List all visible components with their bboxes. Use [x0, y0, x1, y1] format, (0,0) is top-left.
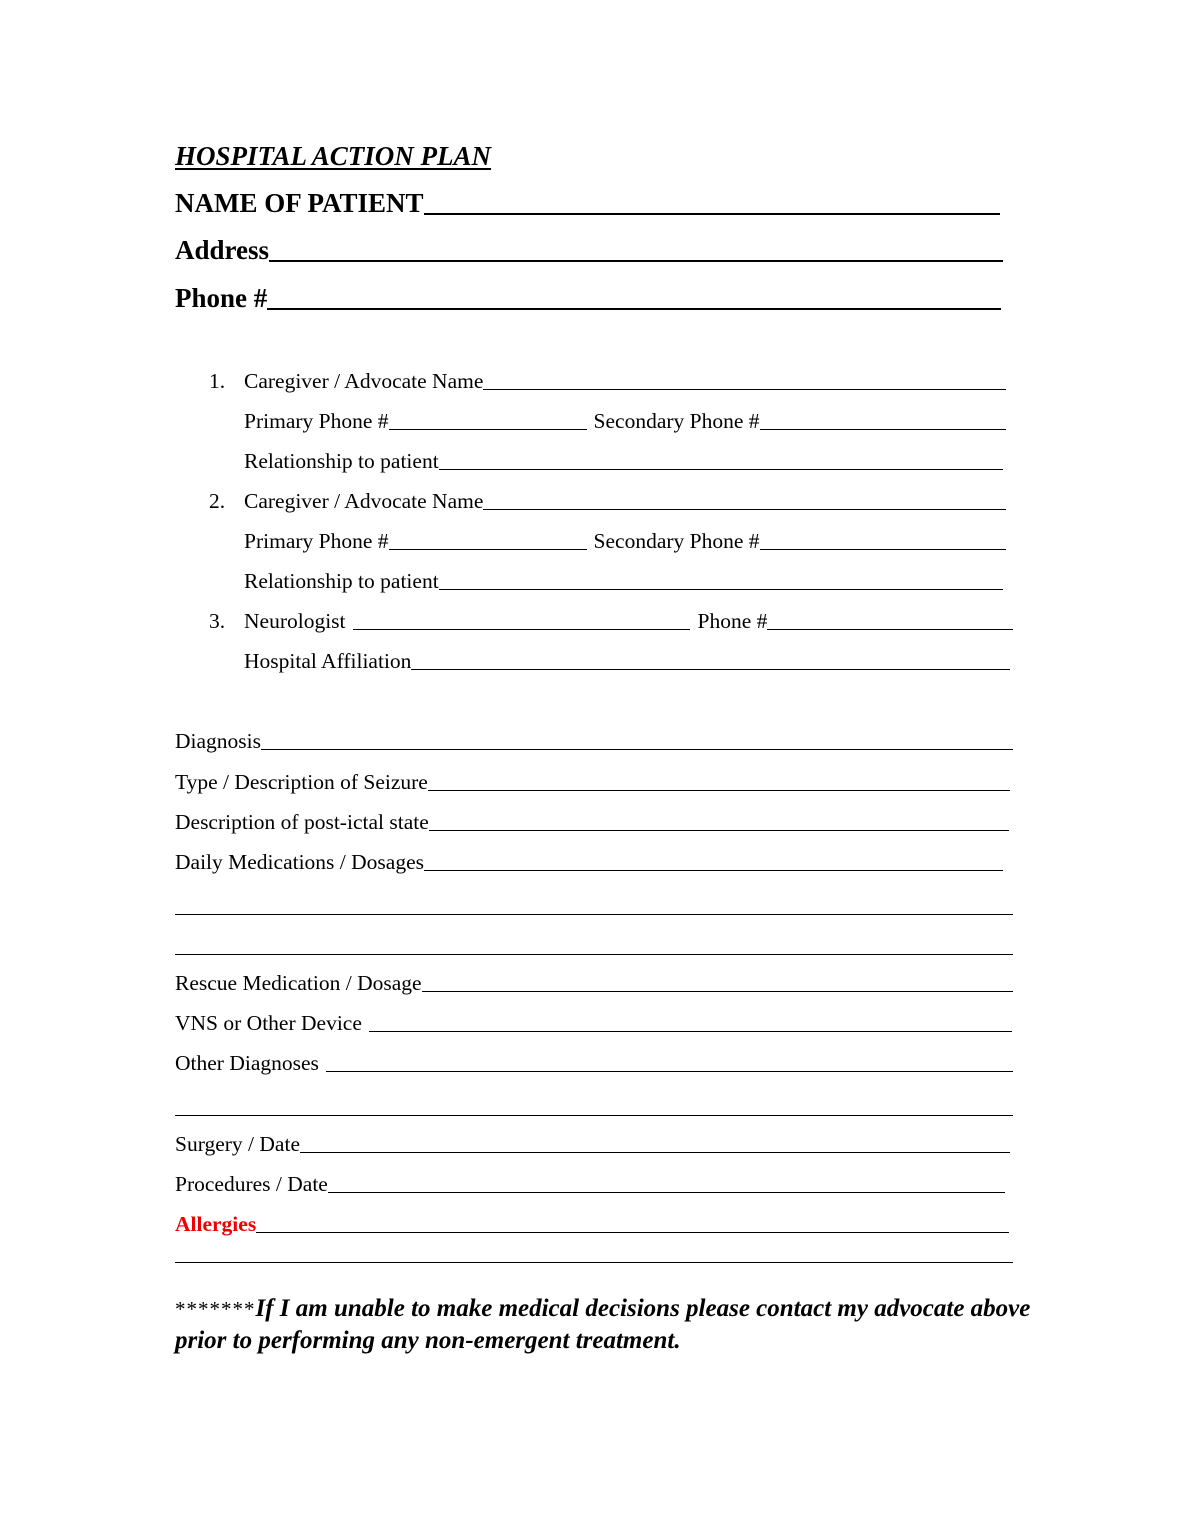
primary-phone-label: Primary Phone #: [244, 529, 389, 553]
rescue-field[interactable]: [422, 991, 1013, 992]
daily-meds-extra-line-2[interactable]: [175, 954, 1013, 955]
caregiver-2-relationship-input[interactable]: [443, 562, 999, 584]
caregiver-1-primary-phone-input[interactable]: [393, 402, 583, 424]
hospital-affiliation-field[interactable]: [411, 669, 1010, 670]
caregiver-2-phone-row: [244, 531, 1006, 553]
seizure-input[interactable]: [432, 763, 1006, 785]
daily-meds-extra-line-1[interactable]: [175, 914, 1013, 915]
caregiver-1-phone-row: [244, 411, 1006, 433]
caregiver-2-name-input[interactable]: [487, 482, 1002, 504]
caregiver-1-primary-phone-field[interactable]: [389, 429, 587, 430]
procedures-input[interactable]: [332, 1165, 1001, 1187]
caregiver-1-secondary-phone-field[interactable]: [760, 429, 1006, 430]
neurologist-row: [209, 611, 1013, 633]
daily-meds-row: [175, 852, 1003, 874]
address-row: [175, 237, 1003, 264]
surgery-label: Surgery / Date: [175, 1132, 300, 1156]
allergies-input[interactable]: [260, 1205, 1005, 1227]
surgery-row: [175, 1134, 1010, 1156]
allergies-label: Allergies: [175, 1212, 257, 1236]
patient-name-input[interactable]: [428, 186, 997, 208]
secondary-phone-label: Secondary Phone #: [593, 529, 760, 553]
contact-number: 3.: [209, 609, 226, 633]
relationship-label: Relationship to patient: [244, 569, 439, 593]
caregiver-1-name-row: [209, 371, 1006, 393]
diagnosis-input[interactable]: [265, 722, 1009, 744]
patient-name-field[interactable]: [424, 213, 1001, 215]
surgery-input[interactable]: [304, 1125, 1006, 1147]
postictal-field[interactable]: [429, 830, 1009, 831]
address-input[interactable]: [273, 233, 999, 255]
daily-meds-field[interactable]: [424, 870, 1003, 871]
seizure-field[interactable]: [428, 790, 1010, 791]
postictal-input[interactable]: [433, 803, 1005, 825]
allergies-field[interactable]: [256, 1232, 1009, 1233]
rescue-input[interactable]: [426, 964, 1009, 986]
advocate-notice: [175, 1293, 1075, 1357]
neurologist-name-field[interactable]: [353, 629, 690, 630]
procedures-row: [175, 1174, 1005, 1196]
procedures-field[interactable]: [328, 1192, 1005, 1193]
surgery-field[interactable]: [300, 1152, 1010, 1153]
patient-name-label: NAME OF PATIENT: [175, 188, 424, 218]
other-diagnoses-extra-line[interactable]: [175, 1115, 1013, 1116]
other-diagnoses-field[interactable]: [326, 1071, 1013, 1072]
form-title: HOSPITAL ACTION PLAN: [175, 141, 492, 171]
diagnosis-field[interactable]: [261, 749, 1013, 750]
notice-stars: *******: [175, 1297, 256, 1321]
caregiver-2-relationship-row: [244, 571, 1003, 593]
notice-text: If I am unable to make medical decisions please contact my advocate above prior to performing any non-emergent treatment.: [175, 1295, 1031, 1354]
allergies-extra-line[interactable]: [175, 1262, 1013, 1263]
other-diagnoses-row: [175, 1053, 1013, 1075]
caregiver-2-primary-phone-input[interactable]: [393, 522, 583, 544]
caregiver-2-name-row: [209, 491, 1006, 513]
relationship-label: Relationship to patient: [244, 449, 439, 473]
caregiver-1-relationship-field[interactable]: [439, 469, 1003, 470]
caregiver-name-label: Caregiver / Advocate Name: [244, 489, 484, 513]
postictal-label: Description of post-ictal state: [175, 810, 429, 834]
other-diagnoses-label: Other Diagnoses: [175, 1051, 319, 1075]
postictal-row: [175, 812, 1009, 834]
primary-phone-label: Primary Phone #: [244, 409, 389, 433]
caregiver-2-secondary-phone-input[interactable]: [764, 522, 1002, 544]
caregiver-1-relationship-row: [244, 451, 1003, 473]
address-field[interactable]: [269, 260, 1003, 262]
rescue-label: Rescue Medication / Dosage: [175, 971, 422, 995]
daily-meds-input[interactable]: [428, 843, 999, 865]
neurologist-phone-label: Phone #: [697, 609, 768, 633]
rescue-row: [175, 973, 1013, 995]
neurologist-phone-input[interactable]: [771, 602, 1009, 624]
caregiver-2-primary-phone-field[interactable]: [389, 549, 587, 550]
caregiver-2-name-field[interactable]: [483, 509, 1006, 510]
neurologist-phone-field[interactable]: [767, 629, 1013, 630]
neurologist-label: Neurologist: [244, 609, 346, 633]
phone-field[interactable]: [267, 308, 1001, 310]
allergies-row: [175, 1214, 1009, 1236]
secondary-phone-label: Secondary Phone #: [593, 409, 760, 433]
address-label: Address: [175, 235, 270, 265]
daily-meds-label: Daily Medications / Dosages: [175, 850, 424, 874]
neurologist-name-input[interactable]: [357, 602, 686, 624]
contact-number: 2.: [209, 489, 226, 513]
caregiver-2-secondary-phone-field[interactable]: [760, 549, 1006, 550]
vns-label: VNS or Other Device: [175, 1011, 362, 1035]
caregiver-1-name-input[interactable]: [487, 362, 1002, 384]
hospital-affiliation-input[interactable]: [415, 642, 1006, 664]
phone-input[interactable]: [271, 281, 997, 303]
seizure-row: [175, 772, 1010, 794]
vns-row: [175, 1013, 1012, 1035]
caregiver-1-secondary-phone-input[interactable]: [764, 402, 1002, 424]
diagnosis-label: Diagnosis: [175, 729, 261, 753]
patient-name-row: [175, 190, 1000, 217]
contact-number: 1.: [209, 369, 226, 393]
phone-label: Phone #: [175, 283, 268, 313]
caregiver-1-name-field[interactable]: [483, 389, 1006, 390]
caregiver-1-relationship-input[interactable]: [443, 442, 999, 464]
vns-input[interactable]: [373, 1004, 1008, 1026]
seizure-label: Type / Description of Seizure: [175, 770, 428, 794]
hospital-affiliation-row: [244, 651, 1010, 673]
procedures-label: Procedures / Date: [175, 1172, 328, 1196]
other-diagnoses-input[interactable]: [330, 1044, 1009, 1066]
phone-row: [175, 285, 1001, 312]
caregiver-name-label: Caregiver / Advocate Name: [244, 369, 484, 393]
hospital-affiliation-label: Hospital Affiliation: [244, 649, 412, 673]
diagnosis-row: [175, 731, 1013, 753]
caregiver-2-relationship-field[interactable]: [439, 589, 1003, 590]
vns-field[interactable]: [369, 1031, 1012, 1032]
